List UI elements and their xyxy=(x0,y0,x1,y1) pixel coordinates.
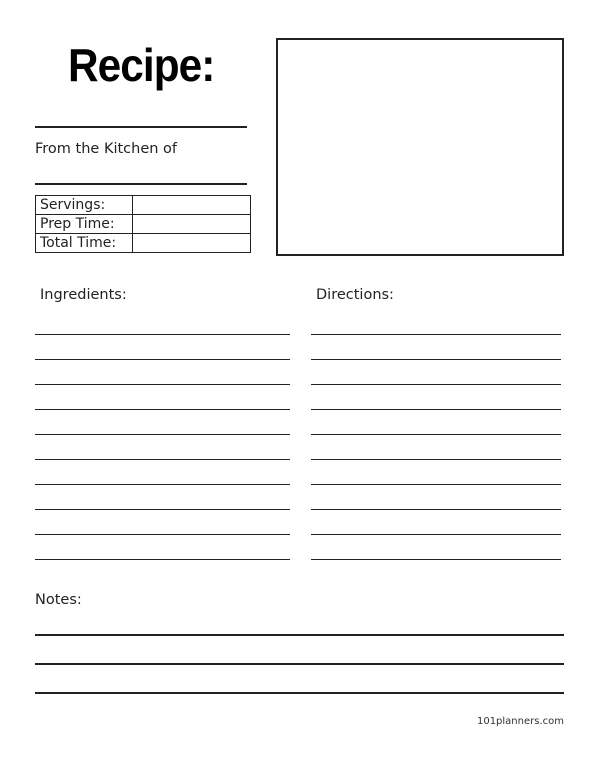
directions-label: Directions: xyxy=(316,287,394,303)
direction-line[interactable] xyxy=(311,484,561,485)
table-row xyxy=(36,196,251,215)
kitchen-label: From the Kitchen of xyxy=(35,141,178,157)
direction-line[interactable] xyxy=(311,434,561,435)
direction-line[interactable] xyxy=(311,409,561,410)
direction-line[interactable] xyxy=(311,384,561,385)
notes-line[interactable] xyxy=(35,663,564,665)
ingredients-label: Ingredients: xyxy=(40,287,127,303)
ingredient-line[interactable] xyxy=(35,559,290,560)
ingredient-line[interactable] xyxy=(35,459,290,460)
recipe-info-table xyxy=(35,195,251,253)
prep-time-label: Prep Time: xyxy=(36,215,133,234)
direction-line[interactable] xyxy=(311,359,561,360)
direction-line[interactable] xyxy=(311,459,561,460)
prep-time-field[interactable] xyxy=(133,215,251,234)
direction-line[interactable] xyxy=(311,559,561,560)
recipe-name-line[interactable] xyxy=(35,126,247,128)
direction-line[interactable] xyxy=(311,534,561,535)
ingredient-line[interactable] xyxy=(35,484,290,485)
recipe-title: Recipe: xyxy=(68,39,215,91)
kitchen-name-line[interactable] xyxy=(35,183,247,185)
servings-field[interactable] xyxy=(133,196,251,215)
direction-line[interactable] xyxy=(311,509,561,510)
footer-credit: 101planners.com xyxy=(476,716,564,727)
total-time-field[interactable] xyxy=(133,234,251,253)
direction-line[interactable] xyxy=(311,334,561,335)
table-row xyxy=(36,234,251,253)
ingredient-line[interactable] xyxy=(35,534,290,535)
notes-line[interactable] xyxy=(35,634,564,636)
table-row xyxy=(36,215,251,234)
ingredient-line[interactable] xyxy=(35,334,290,335)
ingredient-line[interactable] xyxy=(35,434,290,435)
photo-box[interactable] xyxy=(276,38,564,256)
ingredient-line[interactable] xyxy=(35,509,290,510)
notes-label: Notes: xyxy=(35,592,82,608)
notes-line[interactable] xyxy=(35,692,564,694)
ingredient-line[interactable] xyxy=(35,409,290,410)
ingredient-line[interactable] xyxy=(35,359,290,360)
servings-label: Servings: xyxy=(36,196,133,215)
ingredient-line[interactable] xyxy=(35,384,290,385)
total-time-label: Total Time: xyxy=(36,234,133,253)
